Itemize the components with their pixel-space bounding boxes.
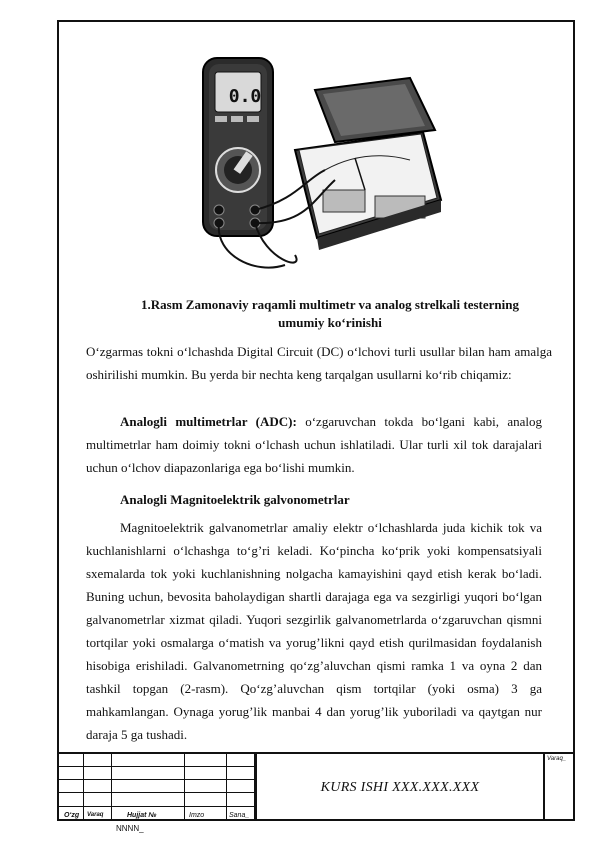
title-block-column <box>57 754 84 821</box>
sheet-label: Varaq_ <box>547 756 567 762</box>
column-label-hujjat: Hujjat № <box>127 812 157 819</box>
multimeter-and-analog-tester-image <box>195 50 445 290</box>
section-heading-galvanometers: Analogli Magnitoelektrik galvonometrlar <box>120 492 350 507</box>
column-label-imzo: Imzo <box>189 812 205 819</box>
paragraph-analog-multimeters-text: o‘zgaruvchan tokda bo‘lgani kabi, analog multimetrlar ham doimiy tokni o‘lchash uchun ishlatiladi. Ular turli xil tok darajalari uchun o‘lchov diapazonlariga ega bo‘lishi mumkin. <box>86 414 543 475</box>
paragraph-intro: O‘zgarmas tokni o‘lchashda Digital Circuit (DC) o‘lchovi turli usullar bilan ham amalga oshirilishi mumkin. Bu yerda bir nechta keng tarqalgan usullarni ko‘rib chiqamiz: <box>86 344 552 382</box>
caption-line-2: umumiy ko‘rinishi <box>278 315 382 330</box>
analog-tester <box>295 78 441 250</box>
paragraph-analog-multimeters <box>86 410 542 479</box>
column-label-sana: Sana_ <box>229 812 250 819</box>
multimeter-display-value: 0.0 <box>228 86 262 107</box>
column-label-ozg: O‘zg <box>64 812 80 819</box>
document-title: KURS ISHI XXX.XXX.XXX <box>255 754 545 821</box>
paragraph-analog-multimeters-lead: Analogli multimetrlar (ADC): <box>120 414 297 429</box>
paragraph-galvanometers: Magnitoelektrik galvanometrlar amaliy elektr o‘lchashlarda juda kichik tok va kuchlanishlarni o‘lchashga to‘g’ri keladi. Ko‘pincha ko‘prik yoki kompensatsiyali sxemalarda tok yoki kuchlanishning nolgacha kamayishini qayd etish kerak bo‘ladi. Buning uchun, bevosita baholaydigan shartli darajaga ega va sezgirligi yuqori bo‘lgan galvanometrlar xizmat qiladi. Yuqori sezgirlik galvanometrlarda o‘zgaruvchan qismni tortqilar yoki osmalarga o‘matish va yorug’likni qayd etish qurilmasidan foydalanish hisobiga erishiladi. Galvanometrning qo‘zg’aluvchan qismi ramka 1 va oyna 2 dan tashkil topgan (2-rasm). Qo‘zg’aluvchan qism tortqilar (yoki osma) 3 ga mahkamlangan. Oynaga yorug’lik manbai 4 dan yorug’lik yuboriladi va qaytgan nur daraja 5 ga tushadi. <box>86 520 542 742</box>
title-block-column <box>227 754 255 821</box>
title-block-column <box>112 754 185 821</box>
title-block <box>57 752 575 821</box>
title-block-column <box>84 754 112 821</box>
caption-line-1: 1.Rasm Zamonaviy raqamli multimetr va analog strelkali testerning <box>141 297 519 312</box>
column-label-varaq: Varaq <box>87 812 104 818</box>
figure-caption <box>110 296 550 332</box>
footer-code: NNNN_ <box>116 824 144 833</box>
digital-multimeter <box>203 58 273 236</box>
title-block-column <box>185 754 227 821</box>
